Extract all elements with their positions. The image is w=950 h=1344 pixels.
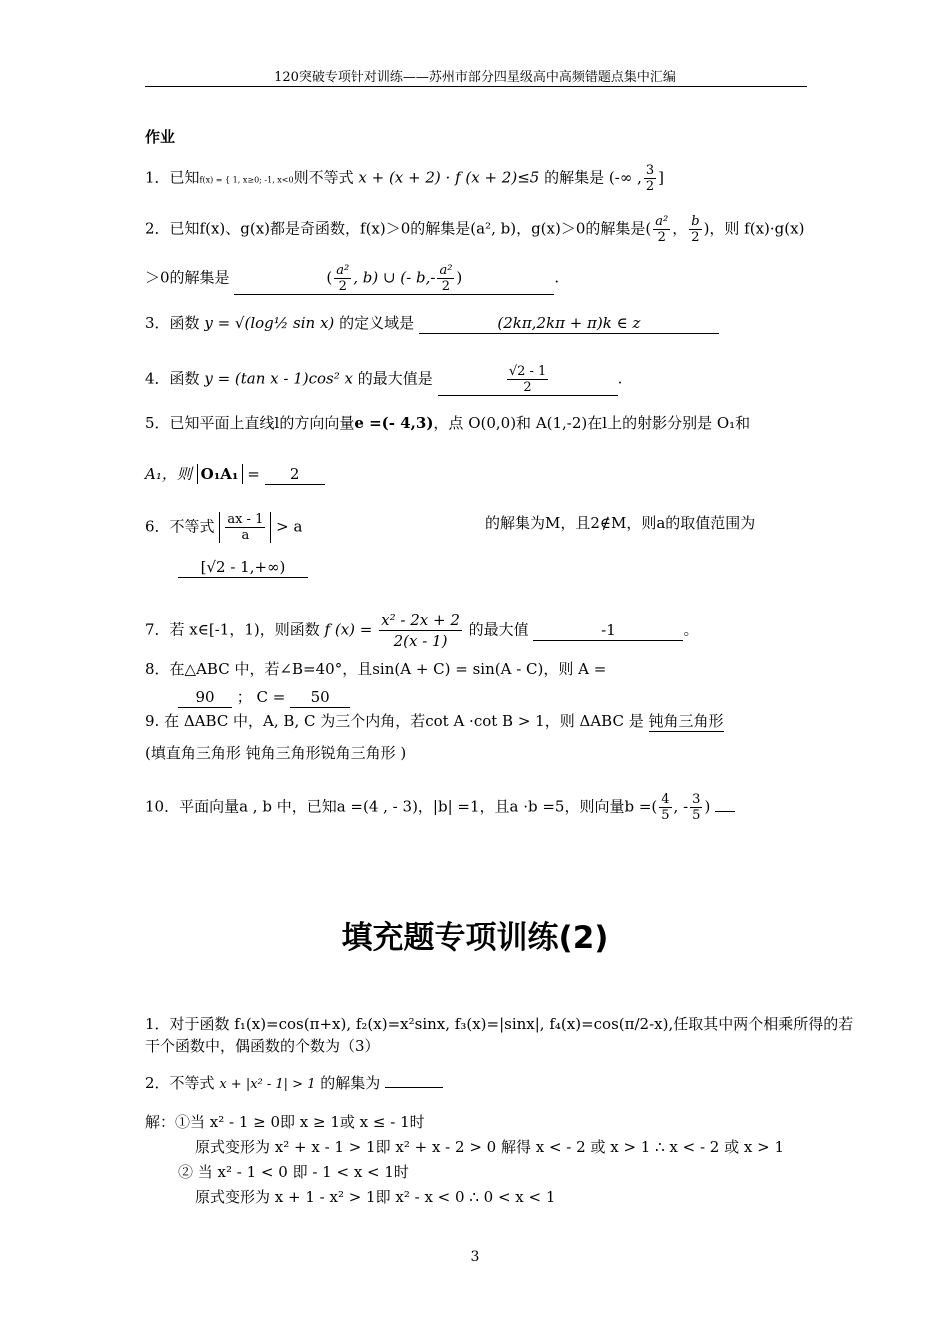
q5-line2: A₁，则 <box>145 465 192 483</box>
q2-answer-blank <box>234 263 554 295</box>
q5-vector-norm: O₁A₁ <box>197 464 243 484</box>
question-9-line-1 <box>145 711 724 732</box>
q10-denominator-1: 5 <box>661 808 670 823</box>
q2-end: . <box>554 268 560 287</box>
q2-frac1-denominator: 2 <box>657 230 666 245</box>
solution-line-2: 原式变形为 x² + x - 1 > 1即 x² + x - 2 > 0 解得 x < - 2 或 x > 1 ∴ x < - 2 或 x > 1 <box>195 1138 784 1156</box>
q2-frac2-denominator: 2 <box>691 230 700 245</box>
question-8-line-1: 8．在△ABC 中，若∠B=40°，且sin(A + C) = sin(A - C)，则 A = <box>145 660 607 678</box>
q6-answer: [√2 - 1,+∞) <box>178 557 308 578</box>
q7-text: 的最大值 <box>468 620 529 639</box>
part2-question-1-line-2: 干个函数中，偶函数的个数为（3） <box>145 1037 380 1055</box>
q1-answer-numerator: 3 <box>645 163 655 178</box>
q1-piecewise: f(x) = { 1, x≥0; -1, x<0 <box>199 175 294 185</box>
question-3 <box>145 313 719 334</box>
q7-answer: -1 <box>533 620 683 641</box>
q1-expression: x + (x + 2) · f (x + 2)≤5 <box>358 168 540 187</box>
q1-answer-pre: (-∞ , <box>608 168 642 187</box>
part2-question-1-line-1: 1．对于函数 f₁(x)=cos(π+x), f₂(x)=x²sinx, f₃(x)=|sinx|, f₄(x)=cos(π/2-x),任取其中两个相乘所得的若 <box>145 1015 854 1033</box>
part2-question-2 <box>145 1073 443 1095</box>
header-rule <box>145 86 807 87</box>
p2q2-number: 2．不等式 <box>145 1074 215 1092</box>
q2-answer-close: ) <box>456 268 463 287</box>
q7-numerator: x² - 2x + 2 <box>381 611 460 629</box>
q3-answer: (2kπ,2kπ + π)k ∈ z <box>419 313 719 334</box>
q2-answer-frac2-numerator: a² <box>439 263 453 278</box>
question-5-line-2 <box>145 464 325 485</box>
q2-answer-frac1-denominator: 2 <box>338 279 347 294</box>
q1-answer-post: ] <box>658 168 664 187</box>
q2-frac2-numerator: b <box>691 214 700 229</box>
q6-denominator: a <box>241 528 250 543</box>
q2-answer-middle: , b) ∪ (- b,- <box>353 268 436 287</box>
q2-line1-end: )，则 f(x)·g(x) <box>703 219 805 238</box>
question-7 <box>145 610 698 651</box>
q8-answer-a: 90 <box>178 687 232 708</box>
q8-c-label: ； C = <box>236 688 286 706</box>
q6-answer-row <box>178 557 308 578</box>
q1-text2: 的解集是 <box>544 168 605 187</box>
q2-comma: ， <box>672 219 688 238</box>
section-homework-label: 作业 <box>145 128 176 146</box>
q10-denominator-2: 5 <box>692 808 701 823</box>
question-8-line-2 <box>178 687 350 708</box>
q4-expression: y = (tan x - 1)cos² x <box>204 369 353 388</box>
q1-text: 则不等式 <box>293 168 354 187</box>
q2-answer-frac2-denominator: 2 <box>441 279 451 294</box>
q4-number: 4．函数 <box>145 369 200 388</box>
q7-function: f (x) = <box>324 620 373 639</box>
q7-number: 7．若 x∈[-1，1)，则函数 <box>145 620 320 639</box>
section-title: 填充题专项训练(2) <box>341 920 609 956</box>
q3-text: 的定义域是 <box>339 314 415 332</box>
q2-frac1-numerator: a² <box>655 214 669 229</box>
page-header: 120突破专项针对训练——苏州市部分四星级高中高频错题点集中汇编 <box>274 70 676 85</box>
q3-expression: y = √(log½ sin x) <box>204 314 335 332</box>
solution-line-4: 原式变形为 x + 1 - x² > 1即 x² - x < 0 ∴ 0 < x < 1 <box>195 1188 556 1206</box>
q5-answer: 2 <box>265 464 325 485</box>
q10-middle: , - <box>673 797 689 816</box>
q10-answer-blank <box>715 811 735 812</box>
q10-numerator-2: 3 <box>692 792 701 807</box>
q7-denominator: 2(x - 1) <box>393 632 448 650</box>
question-6 <box>145 512 302 543</box>
q3-number: 3．函数 <box>145 314 200 332</box>
q6-numerator: ax - 1 <box>227 512 264 527</box>
q2-line2: ＞0的解集是 <box>145 268 230 287</box>
q10-close: ) <box>704 797 711 816</box>
question-2-line-1 <box>145 214 804 245</box>
q6-gt: > a <box>276 517 303 536</box>
q10-numerator-1: 4 <box>661 792 670 807</box>
page-number: 3 <box>470 1249 480 1265</box>
q1-answer-denominator: 2 <box>645 179 655 194</box>
q5-line1: 5．已知平面上直线l的方向向量 <box>145 414 355 432</box>
question-2-line-2 <box>145 263 559 295</box>
p2q2-text: 的解集为 <box>320 1074 381 1092</box>
p2q2-expression: x + |x² - 1| > 1 <box>219 1077 316 1092</box>
q9-answer: 钝角三角形 <box>648 712 724 730</box>
q9-line1: 9. 在 ΔABC 中，A, B, C 为三个内角，若cot A ·cot B > 1，则 ΔABC 是 <box>145 712 644 730</box>
question-5-line-1 <box>145 413 750 433</box>
q6-number: 6．不等式 <box>145 517 215 536</box>
q2-line1: 2．已知f(x)、g(x)都是奇函数，f(x)＞0的解集是(a², b)，g(x)＞0的解集是( <box>145 219 652 238</box>
q7-end: 。 <box>683 620 699 639</box>
solution-line-3: ② 当 x² - 1 < 0 即 - 1 < x < 1时 <box>178 1163 409 1181</box>
q4-answer-blank <box>438 364 618 396</box>
q4-text: 的最大值是 <box>357 369 433 388</box>
solution-line-1: 解：①当 x² - 1 ≥ 0即 x ≥ 1或 x ≤ - 1时 <box>145 1113 425 1131</box>
question-9-line-2: (填直角三角形 钝角三角形锐角三角形 ) <box>145 744 407 762</box>
q6-text: 的解集为M，且2∉M，则a的取值范围为 <box>485 514 756 532</box>
q5-vector: e =(- 4,3) <box>354 414 434 432</box>
q2-answer-frac1-numerator: a² <box>336 263 350 278</box>
q4-answer-numerator: √2 - 1 <box>508 364 547 379</box>
q4-answer-denominator: 2 <box>523 380 532 395</box>
q8-answer-c: 50 <box>290 687 350 708</box>
q1-number: 1．已知 <box>145 168 200 187</box>
question-4 <box>145 364 622 396</box>
question-10 <box>145 792 735 823</box>
q4-end: . <box>617 369 623 388</box>
q5-equals: = <box>247 465 260 483</box>
q10-line1: 10．平面向量a , b 中，已知a =(4 , - 3)，|b| =1，且a ·b =5，则向量b =( <box>145 797 658 816</box>
q2-answer-open: ( <box>326 268 333 287</box>
question-1 <box>145 163 664 194</box>
p2q2-answer-blank <box>385 1087 443 1088</box>
q5-line1b: ，点 O(0,0)和 A(1,-2)在l上的射影分别是 O₁和 <box>433 414 751 432</box>
